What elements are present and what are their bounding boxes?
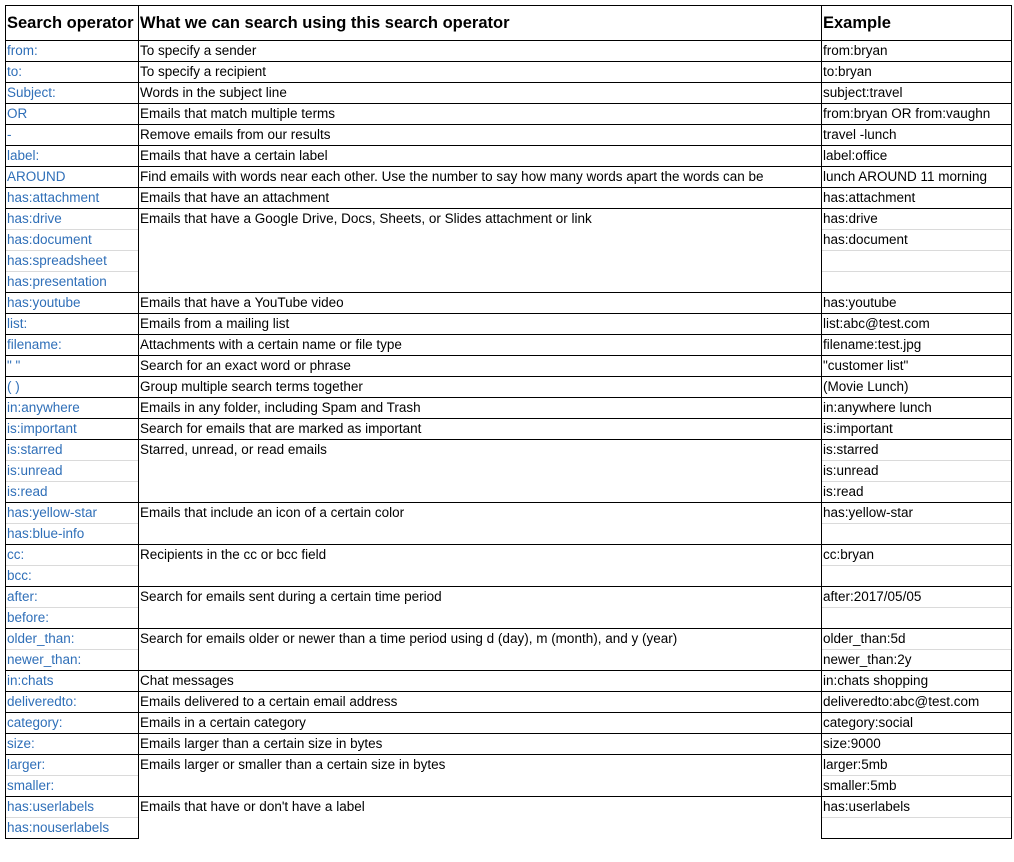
example-cell — [822, 251, 1012, 272]
example-cell — [822, 608, 1012, 629]
operator-cell: Subject: — [6, 83, 139, 104]
description-cell: Emails delivered to a certain email address — [139, 692, 822, 713]
description-cell: Search for emails sent during a certain time period — [139, 587, 822, 629]
table-row — [6, 62, 1012, 83]
example-cell: after:2017/05/05 — [822, 587, 1012, 608]
description-cell: Emails from a mailing list — [139, 314, 822, 335]
example-cell: cc:bryan — [822, 545, 1012, 566]
description-cell: Emails that have a Google Drive, Docs, Sheets, or Slides attachment or link — [139, 209, 822, 293]
operator-cell: has:userlabels — [6, 797, 139, 818]
table-row — [6, 335, 1012, 356]
operator-cell: category: — [6, 713, 139, 734]
example-cell: has:yellow-star — [822, 503, 1012, 524]
example-cell: is:read — [822, 482, 1012, 503]
operator-cell: older_than: — [6, 629, 139, 650]
description-cell: Emails larger than a certain size in bytes — [139, 734, 822, 755]
table-row — [6, 419, 1012, 440]
header-example: Example — [822, 6, 1012, 41]
example-cell: category:social — [822, 713, 1012, 734]
operator-cell: after: — [6, 587, 139, 608]
operator-cell: has:nouserlabels — [6, 818, 139, 839]
description-cell: Emails that have a YouTube video — [139, 293, 822, 314]
operator-cell: from: — [6, 41, 139, 62]
example-cell: size:9000 — [822, 734, 1012, 755]
operator-cell: has:drive — [6, 209, 139, 230]
table-row — [6, 692, 1012, 713]
description-cell: Group multiple search terms together — [139, 377, 822, 398]
operator-cell: larger: — [6, 755, 139, 776]
example-cell: to:bryan — [822, 62, 1012, 83]
operator-cell: to: — [6, 62, 139, 83]
example-cell — [822, 566, 1012, 587]
table-row — [6, 209, 1012, 230]
description-cell: Emails in any folder, including Spam and Trash — [139, 398, 822, 419]
operator-cell: label: — [6, 146, 139, 167]
example-cell: has:document — [822, 230, 1012, 251]
example-cell: in:anywhere lunch — [822, 398, 1012, 419]
search-operators-table — [5, 5, 1012, 839]
example-cell — [822, 272, 1012, 293]
example-cell: is:important — [822, 419, 1012, 440]
description-cell: To specify a recipient — [139, 62, 822, 83]
operator-cell: deliveredto: — [6, 692, 139, 713]
example-cell: has:youtube — [822, 293, 1012, 314]
example-cell: from:bryan — [822, 41, 1012, 62]
description-cell: Find emails with words near each other. Use the number to say how many words apart the words can be — [139, 167, 822, 188]
table-row — [6, 398, 1012, 419]
header-operator: Search operator — [6, 6, 139, 41]
example-cell: lunch AROUND 11 morning — [822, 167, 1012, 188]
operator-cell: is:read — [6, 482, 139, 503]
example-cell: has:userlabels — [822, 797, 1012, 818]
description-cell: Remove emails from our results — [139, 125, 822, 146]
description-cell: Emails that have or don't have a label — [139, 797, 822, 839]
description-cell: Emails in a certain category — [139, 713, 822, 734]
example-cell: has:drive — [822, 209, 1012, 230]
operator-cell: size: — [6, 734, 139, 755]
operator-cell: AROUND — [6, 167, 139, 188]
description-cell: Words in the subject line — [139, 83, 822, 104]
table-row — [6, 104, 1012, 125]
operator-cell: has:document — [6, 230, 139, 251]
operator-cell: - — [6, 125, 139, 146]
description-cell: Emails larger or smaller than a certain size in bytes — [139, 755, 822, 797]
example-cell: filename:test.jpg — [822, 335, 1012, 356]
description-cell: Search for an exact word or phrase — [139, 356, 822, 377]
operator-cell: list: — [6, 314, 139, 335]
example-cell — [822, 818, 1012, 839]
table-row — [6, 755, 1012, 776]
operator-cell: cc: — [6, 545, 139, 566]
description-cell: Emails that match multiple terms — [139, 104, 822, 125]
operator-cell: bcc: — [6, 566, 139, 587]
example-cell: is:unread — [822, 461, 1012, 482]
example-cell: travel -lunch — [822, 125, 1012, 146]
example-cell: older_than:5d — [822, 629, 1012, 650]
table-row — [6, 545, 1012, 566]
operator-cell: has:blue-info — [6, 524, 139, 545]
description-cell: Chat messages — [139, 671, 822, 692]
description-cell: Starred, unread, or read emails — [139, 440, 822, 503]
table-row — [6, 440, 1012, 461]
table-body — [6, 41, 1012, 839]
description-cell: Emails that include an icon of a certain color — [139, 503, 822, 545]
example-cell: label:office — [822, 146, 1012, 167]
table-row — [6, 734, 1012, 755]
operator-cell: is:unread — [6, 461, 139, 482]
header-description: What we can search using this search operator — [139, 6, 822, 41]
example-cell: list:abc@test.com — [822, 314, 1012, 335]
table-row — [6, 587, 1012, 608]
operator-cell: ( ) — [6, 377, 139, 398]
table-row — [6, 188, 1012, 209]
operator-cell: is:important — [6, 419, 139, 440]
example-cell: is:starred — [822, 440, 1012, 461]
table-row — [6, 125, 1012, 146]
operator-cell: has:yellow-star — [6, 503, 139, 524]
description-cell: To specify a sender — [139, 41, 822, 62]
description-cell: Attachments with a certain name or file type — [139, 335, 822, 356]
table-row — [6, 146, 1012, 167]
table-row — [6, 629, 1012, 650]
header-row — [6, 6, 1012, 41]
description-cell: Search for emails older or newer than a time period using d (day), m (month), and y (year) — [139, 629, 822, 671]
example-cell: "customer list" — [822, 356, 1012, 377]
operator-cell: has:attachment — [6, 188, 139, 209]
table-row — [6, 713, 1012, 734]
operator-cell: has:presentation — [6, 272, 139, 293]
description-cell: Emails that have a certain label — [139, 146, 822, 167]
table-row — [6, 797, 1012, 818]
example-cell: deliveredto:abc@test.com — [822, 692, 1012, 713]
example-cell — [822, 524, 1012, 545]
operator-cell: " " — [6, 356, 139, 377]
example-cell: has:attachment — [822, 188, 1012, 209]
table-row — [6, 167, 1012, 188]
example-cell: (Movie Lunch) — [822, 377, 1012, 398]
example-cell: subject:travel — [822, 83, 1012, 104]
operator-cell: filename: — [6, 335, 139, 356]
operator-cell: in:anywhere — [6, 398, 139, 419]
operator-cell: before: — [6, 608, 139, 629]
operator-cell: is:starred — [6, 440, 139, 461]
example-cell: larger:5mb — [822, 755, 1012, 776]
table-row — [6, 377, 1012, 398]
example-cell: in:chats shopping — [822, 671, 1012, 692]
table-row — [6, 314, 1012, 335]
description-cell: Emails that have an attachment — [139, 188, 822, 209]
operator-cell: has:spreadsheet — [6, 251, 139, 272]
example-cell: smaller:5mb — [822, 776, 1012, 797]
table-row — [6, 503, 1012, 524]
table-row — [6, 293, 1012, 314]
table-row — [6, 356, 1012, 377]
example-cell: from:bryan OR from:vaughn — [822, 104, 1012, 125]
operator-cell: in:chats — [6, 671, 139, 692]
operator-cell: smaller: — [6, 776, 139, 797]
table-row — [6, 41, 1012, 62]
operator-cell: has:youtube — [6, 293, 139, 314]
description-cell: Search for emails that are marked as important — [139, 419, 822, 440]
table-row — [6, 83, 1012, 104]
table-row — [6, 671, 1012, 692]
operator-cell: OR — [6, 104, 139, 125]
operator-cell: newer_than: — [6, 650, 139, 671]
description-cell: Recipients in the cc or bcc field — [139, 545, 822, 587]
example-cell: newer_than:2y — [822, 650, 1012, 671]
